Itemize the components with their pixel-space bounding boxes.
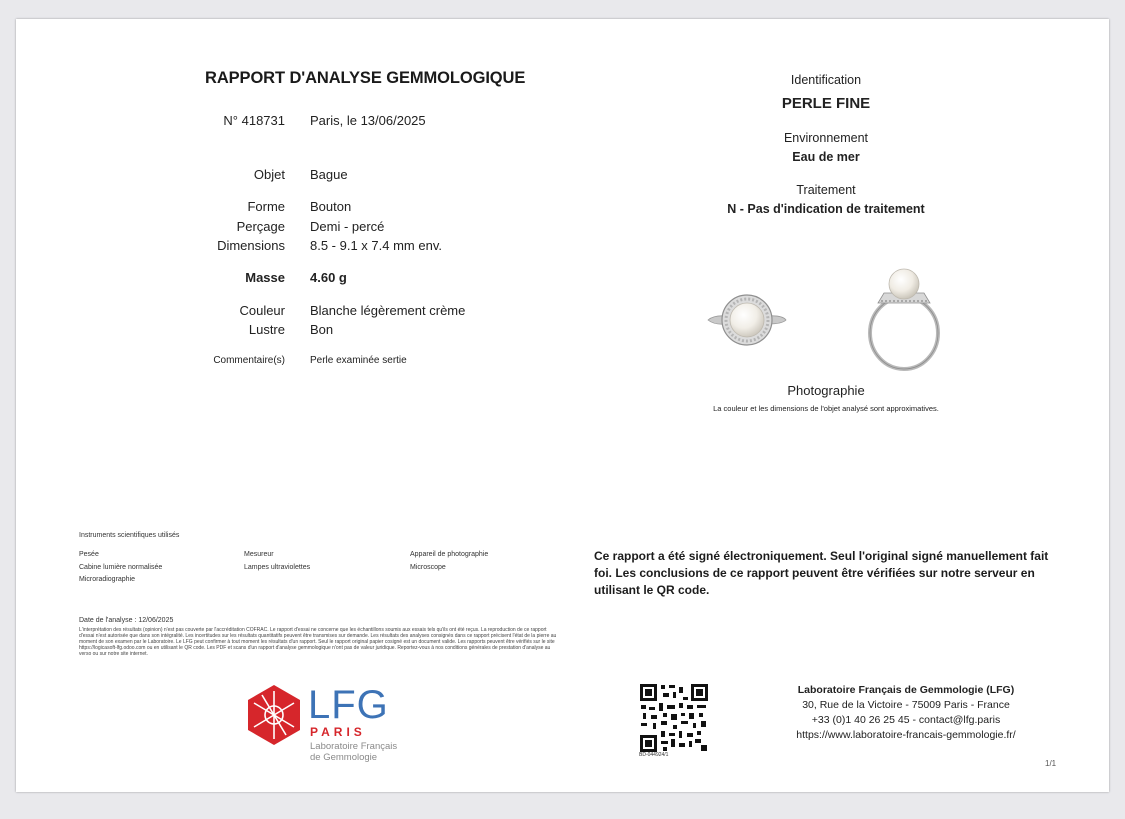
instruments-col2 bbox=[244, 549, 310, 574]
commentaire-label: Commentaire(s) bbox=[213, 355, 285, 366]
qr-code-icon bbox=[639, 683, 709, 753]
instrument-item: Mesureur bbox=[244, 551, 274, 558]
instruments-heading: Instruments scientifiques utilisés bbox=[79, 532, 180, 539]
instrument-item: Pesée bbox=[79, 551, 99, 558]
logo-city: PARIS bbox=[310, 725, 366, 739]
report-place-date: Paris, le 13/06/2025 bbox=[310, 113, 426, 128]
instrument-item: Lampes ultraviolettes bbox=[244, 563, 311, 571]
instruments-col1 bbox=[79, 549, 162, 587]
analysis-disclaimer: L'interprétation des résultats (opinion) n'est pas couverte par l'accréditation COFRAC. Le rapport d'essai ne concerne que les échantillons soumis aux essais tels qu'ils ont été reçus. La reproduction de ce rapport d'essai n'est autorisée que dans son intégralité. Les incertitudes sur les résultats quantitatifs peuvent être transmises sur demande. Les résultats des analyses consignés dans ce rapport précisent l'état de la pierre au moment de son examen par le Laboratoire. Le LFG peut confirmer à tout moment les résultats d'un rapport. Seul le rapport original papier cosigné est un document valide. Les rapports peuvent être vérifiés sur le site https://logicasoft-lfg.odoo.com ou en utilisant le QR code. Les PDF et scans d'un rapport d'analyse gemmologique n'ont pas de valeur juridique. Reportez-vous à nos conditions générales de prestation d'analyse au verso ou sur notre site internet. bbox=[79, 627, 557, 657]
instrument-item: Cabine lumière normalisée bbox=[79, 563, 163, 571]
ring-top-photo bbox=[704, 287, 790, 353]
photo-note: La couleur et les dimensions de l'objet analysé sont approximatives. bbox=[713, 404, 939, 413]
identification-value: PERLE FINE bbox=[781, 95, 871, 112]
commentaire-value: Perle examinée sertie bbox=[310, 355, 407, 366]
forme-value: Bouton bbox=[310, 199, 352, 214]
qr-code-label: BD-044924/1 bbox=[639, 752, 669, 758]
treatment-label: Traitement bbox=[796, 183, 856, 197]
lustre-label: Lustre bbox=[248, 322, 285, 337]
lab-address: 30, Rue de la Victoire - 75009 Paris - France bbox=[802, 699, 1010, 711]
forme-label: Forme bbox=[247, 199, 285, 214]
logo-letters: LFG bbox=[308, 683, 389, 727]
analysis-date: Date de l'analyse : 12/06/2025 bbox=[79, 617, 174, 624]
lfg-hexagon-icon bbox=[244, 683, 304, 747]
lab-website[interactable]: https://www.laboratoire-francais-gemmologie.fr/ bbox=[796, 729, 1016, 741]
environment-label: Environnement bbox=[783, 131, 869, 145]
percage-value: Demi - percé bbox=[310, 219, 385, 234]
lustre-value: Bon bbox=[310, 322, 334, 337]
lab-info bbox=[756, 683, 1056, 743]
lab-contact: +33 (0)1 40 26 25 45 - contact@lfg.paris bbox=[811, 714, 1001, 726]
instrument-item: Microradiographie bbox=[79, 576, 136, 583]
logo-subtitle bbox=[310, 741, 397, 763]
percage-label: Perçage bbox=[236, 219, 285, 234]
report-number: N° 418731 bbox=[223, 113, 285, 128]
couleur-label: Couleur bbox=[239, 303, 285, 318]
instrument-item: Appareil de photographie bbox=[410, 551, 489, 558]
dimensions-value: 8.5 - 9.1 x 7.4 mm env. bbox=[310, 238, 442, 253]
signature-note: Ce rapport a été signé électroniquement. Seul l'original signé manuellement fait foi. Les conclusions de ce rapport peuvent être vérifiées sur notre serveur en utilisant le QR code. bbox=[594, 549, 1049, 597]
masse-label: Masse bbox=[245, 270, 285, 285]
page-number: 1/1 bbox=[1045, 759, 1057, 768]
objet-value: Bague bbox=[310, 167, 348, 182]
treatment-value: N - Pas d'indication de traitement bbox=[727, 202, 925, 216]
logo-subtitle-line1: Laboratoire Français bbox=[310, 741, 398, 752]
instrument-item: Microscope bbox=[410, 563, 446, 571]
instruments-col3 bbox=[410, 549, 488, 574]
ring-side-photo bbox=[864, 267, 946, 375]
identification-label: Identification bbox=[790, 73, 862, 87]
objet-label: Objet bbox=[253, 167, 285, 182]
dimensions-label: Dimensions bbox=[217, 238, 285, 253]
masse-value: 4.60 g bbox=[310, 270, 347, 285]
photo-label: Photographie bbox=[787, 383, 865, 398]
lab-name: Laboratoire Français de Gemmologie (LFG) bbox=[797, 684, 1015, 696]
logo-subtitle-line2: de Gemmologie bbox=[310, 752, 378, 763]
lfg-logo bbox=[244, 683, 414, 773]
report-page bbox=[16, 19, 1109, 792]
report-title: RAPPORT D'ANALYSE GEMMOLOGIQUE bbox=[205, 69, 526, 87]
environment-value: Eau de mer bbox=[792, 150, 860, 164]
couleur-value: Blanche légèrement crème bbox=[310, 303, 466, 318]
